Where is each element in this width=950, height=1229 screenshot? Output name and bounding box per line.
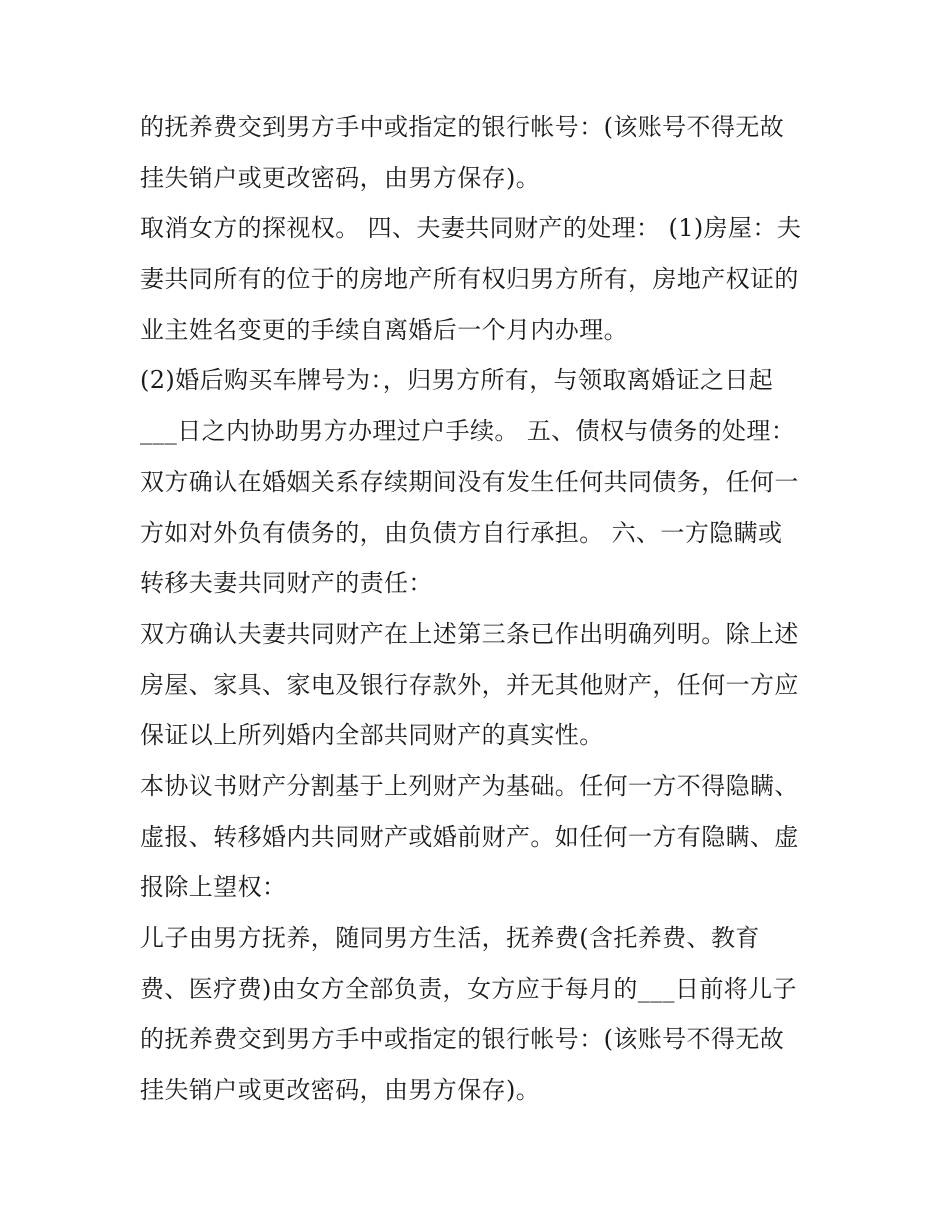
text-line: 双方确认夫妻共同财产在上述第三条已作出明确列明。除上述 xyxy=(140,619,799,648)
text-line: 的抚养费交到男方手中或指定的银行帐号：(该账号不得无故 xyxy=(140,1025,785,1054)
text-line: (2)婚后购买车牌号为：，归男方所有，与领取离婚证之日起 xyxy=(140,366,774,395)
text-line: 取消女方的探视权。 四、夫妻共同财产的处理： (1)房屋：夫 xyxy=(140,214,802,243)
text-line: 方如对外负有债务的，由负债方自行承担。 六、一方隐瞒或 xyxy=(140,518,783,547)
text-line: 转移夫妻共同财产的责任： xyxy=(140,569,433,598)
text-line: 费、医疗费)由女方全部负责，女方应于每月的___日前将儿子 xyxy=(140,974,797,1003)
text-line: 业主姓名变更的手续自离婚后一个月内办理。 xyxy=(140,315,628,344)
text-line: 虚报、转移婚内共同财产或婚前财产。如任何一方有隐瞒、虚 xyxy=(140,822,799,851)
text-line: 报除上望权： xyxy=(140,873,287,902)
text-line: 妻共同所有的位于的房地产所有权归男方所有，房地产权证的 xyxy=(140,265,799,294)
text-line: 挂失销户或更改密码，由男方保存)。 xyxy=(140,1076,541,1105)
text-line: 的抚养费交到男方手中或指定的银行帐号：(该账号不得无故 xyxy=(140,113,785,141)
text-line: 房屋、家具、家电及银行存款外，并无其他财产，任何一方应 xyxy=(140,670,799,699)
text-line: ___日之内协助男方办理过户手续。 五、债权与债务的处理： xyxy=(140,417,796,446)
text-line: 本协议书财产分割基于上列财产为基础。任何一方不得隐瞒、 xyxy=(140,771,799,800)
text-line: 双方确认在婚姻关系存续期间没有发生任何共同债务，任何一 xyxy=(140,467,799,496)
text-line: 儿子由男方抚养，随同男方生活，抚养费(含托养费、教育 xyxy=(140,924,760,952)
text-line: 保证以上所列婚内全部共同财产的真实性。 xyxy=(140,721,604,750)
text-line: 挂失销户或更改密码，由男方保存)。 xyxy=(140,163,541,192)
document-body xyxy=(140,102,830,1116)
